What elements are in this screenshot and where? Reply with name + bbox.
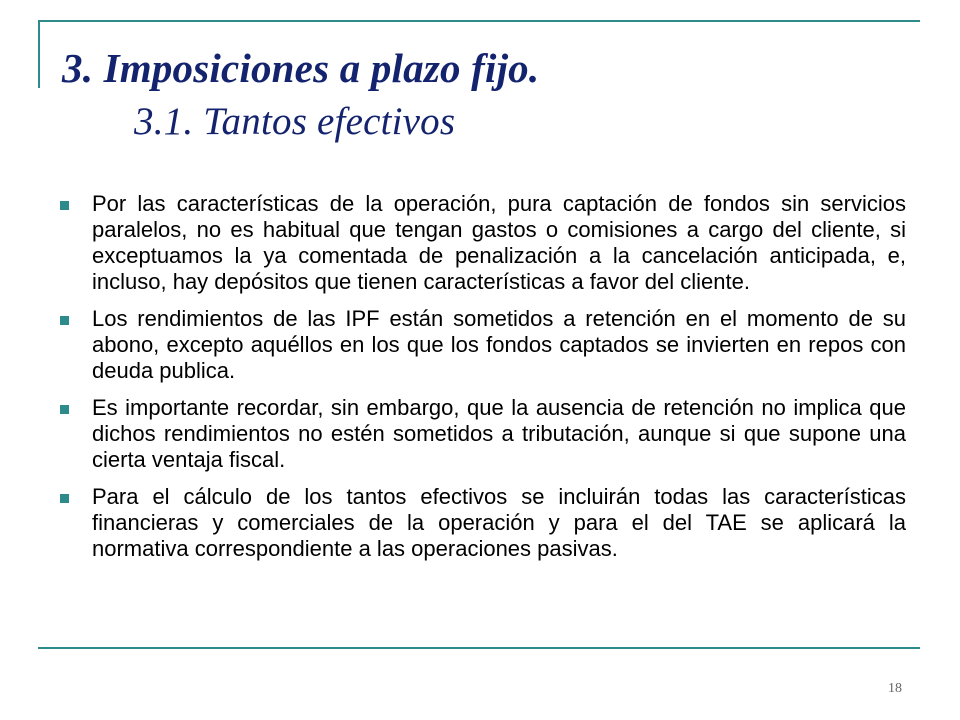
bullet-text: Para el cálculo de los tantos efectivos se incluirán todas las características financieras y comerciales de la operación y para el del TAE se aplicará la normativa correspondiente a las operaciones pasivas. — [92, 484, 906, 561]
bullet-text: Por las características de la operación, pura captación de fondos sin servicios paralelos, no es habitual que tengan gastos o comisiones a cargo del cliente, si exceptuamos la ya comentada de penalización a la cancelación anticipada, e, incluso, hay depósitos que tienen características a favor del cliente. — [92, 191, 906, 294]
square-bullet-icon — [60, 405, 69, 414]
bullet-list — [60, 191, 906, 562]
bullet-item — [60, 395, 906, 473]
slide-content — [60, 191, 906, 573]
square-bullet-icon — [60, 494, 69, 503]
slide-subtitle: 3.1. Tantos efectivos — [134, 100, 456, 143]
page-number: 18 — [888, 681, 902, 696]
bullet-item — [60, 191, 906, 295]
frame-vertical-line — [38, 20, 40, 88]
slide-title: 3. Imposiciones a plazo fijo. — [62, 45, 540, 91]
title-block — [62, 40, 912, 148]
bullet-item — [60, 484, 906, 562]
square-bullet-icon — [60, 201, 69, 210]
bullet-item — [60, 306, 906, 384]
bullet-text: Es importante recordar, sin embargo, que la ausencia de retención no implica que dichos rendimientos no estén sometidos a tributación, aunque si que supone una cierta ventaja fiscal. — [92, 395, 906, 472]
bullet-text: Los rendimientos de las IPF están sometidos a retención en el momento de su abono, excepto aquéllos en los que los fondos captados se invierten en repos con deuda publica. — [92, 306, 906, 383]
frame-bottom-line — [38, 647, 920, 649]
frame-top-line — [38, 20, 920, 22]
square-bullet-icon — [60, 316, 69, 325]
